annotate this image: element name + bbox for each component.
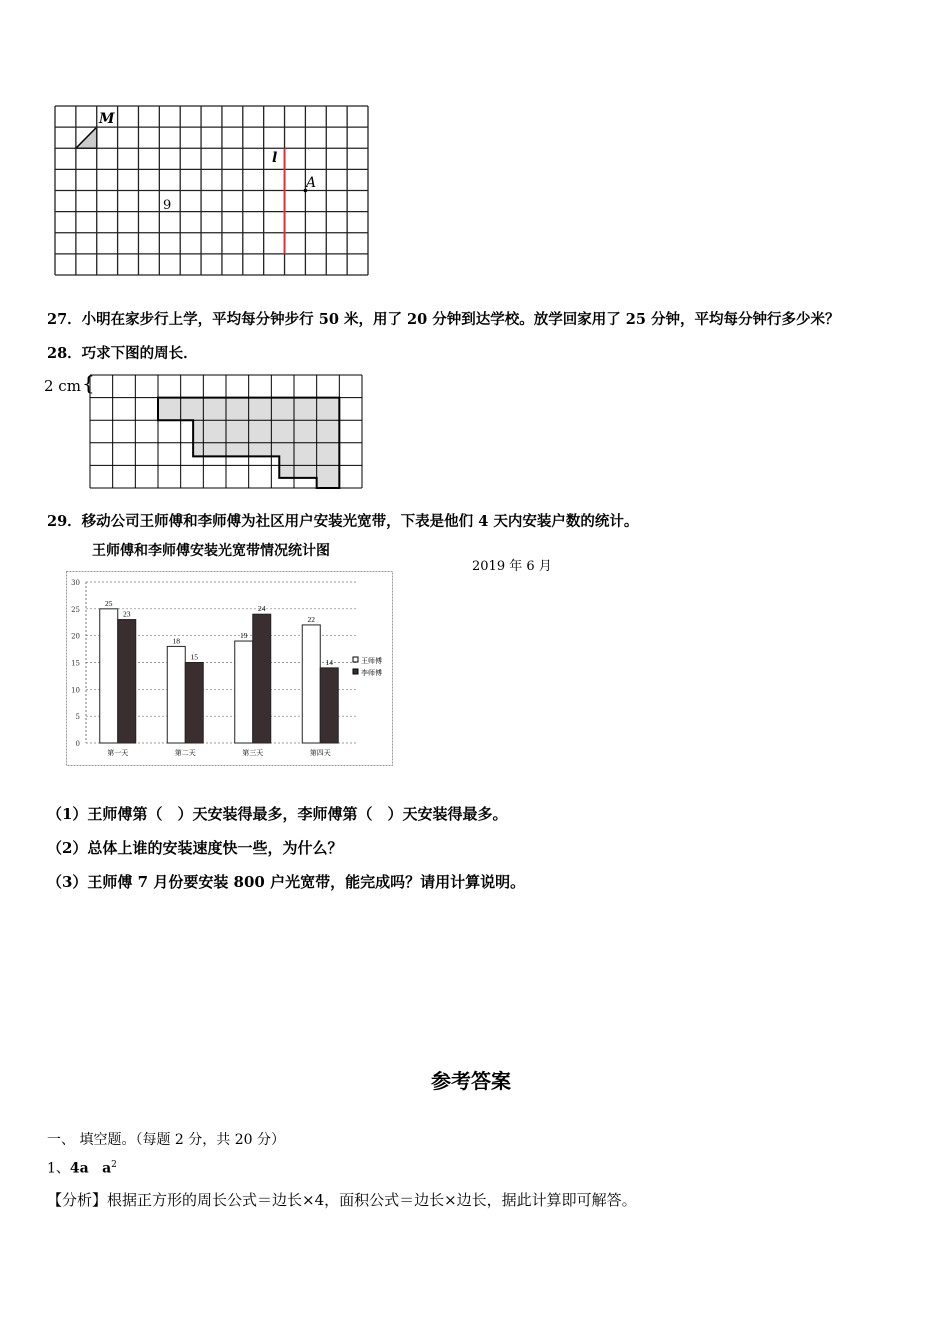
answer-1-exponent: 2 <box>111 1160 117 1170</box>
y-tick-label: 0 <box>75 740 80 748</box>
chart-title: 王师傅和李师傅安装光宽带情况统计图 <box>92 543 330 559</box>
bar-chart <box>66 571 393 766</box>
bar-li <box>185 663 203 744</box>
label-l: l <box>272 150 278 166</box>
question-27: 27．小明在家步行上学，平均每分钟步行 50 米，用了 20 分钟到达学校。放学回家用了 25 分钟，平均每分钟行多少米？ <box>47 311 840 328</box>
answers-section: 一、 填空题。（每题 2 分，共 20 分） <box>47 1132 285 1148</box>
bar-li <box>118 620 136 743</box>
scale-label: 2 cm <box>44 377 81 395</box>
answers-heading: 参考答案 <box>431 1069 511 1093</box>
triangle-m <box>76 127 97 148</box>
grid-figure-28 <box>90 375 363 489</box>
bar-wang <box>302 625 320 743</box>
data-label: 24 <box>258 604 266 614</box>
bar-wang <box>235 641 253 743</box>
subquestion-2: （2）总体上谁的安装速度快一些，为什么？ <box>47 839 343 857</box>
y-tick-label: 10 <box>71 686 80 695</box>
legend-label: 王师傅 <box>361 657 382 665</box>
y-tick-label: 5 <box>75 713 80 722</box>
x-tick-label: 第一天 <box>107 749 129 757</box>
question-29: 29．移动公司王师傅和李师傅为社区用户安装光宽带，下表是他们 4 天内安装户数的统计。 <box>47 513 639 530</box>
data-label: 19 <box>240 631 248 641</box>
question-28: 28．巧求下图的周长． <box>47 345 198 362</box>
grid-figure-26 <box>55 106 369 276</box>
y-tick-label: 25 <box>71 605 80 614</box>
bar-wang <box>167 646 185 743</box>
answer-1-area: a <box>102 1160 112 1177</box>
answer-1-prefix: 1、 <box>47 1160 70 1177</box>
answer-1-perimeter: 4a <box>69 1160 89 1177</box>
subquestion-1: （1）王师傅第（ ）天安装得最多，李师傅第（ ）天安装得最多。 <box>47 805 508 823</box>
data-label: 18 <box>172 636 180 646</box>
label-o: 9 <box>163 198 172 213</box>
y-tick-label: 30 <box>71 579 80 587</box>
legend-swatch <box>353 669 358 674</box>
data-label: 25 <box>105 598 113 608</box>
analysis-text: 【分析】根据正方形的周长公式＝边长×4，面积公式＝边长×边长，据此计算即可解答。 <box>47 1191 637 1209</box>
x-tick-label: 第四天 <box>309 749 331 757</box>
legend-swatch <box>353 657 358 662</box>
label-m: M <box>99 111 115 127</box>
x-tick-label: 第三天 <box>242 749 264 757</box>
data-label: 22 <box>307 614 315 624</box>
answer-1 <box>47 1156 117 1178</box>
data-label: 15 <box>190 652 198 662</box>
bar-wang <box>100 609 118 743</box>
bar-li <box>253 614 271 743</box>
subquestion-3: （3）王师傅 7 月份要安装 800 户光宽带，能完成吗？请用计算说明。 <box>47 873 526 891</box>
y-tick-label: 15 <box>71 659 80 668</box>
data-label: 14 <box>325 657 333 667</box>
label-a: A <box>306 175 317 191</box>
brace-icon: { <box>82 371 95 395</box>
chart-date: 2019 年 6 月 <box>472 559 552 574</box>
bar-li <box>320 668 338 743</box>
y-tick-label: 20 <box>71 632 80 641</box>
legend-label: 李师傅 <box>361 669 382 677</box>
data-label: 23 <box>123 609 131 619</box>
x-tick-label: 第二天 <box>174 749 196 757</box>
